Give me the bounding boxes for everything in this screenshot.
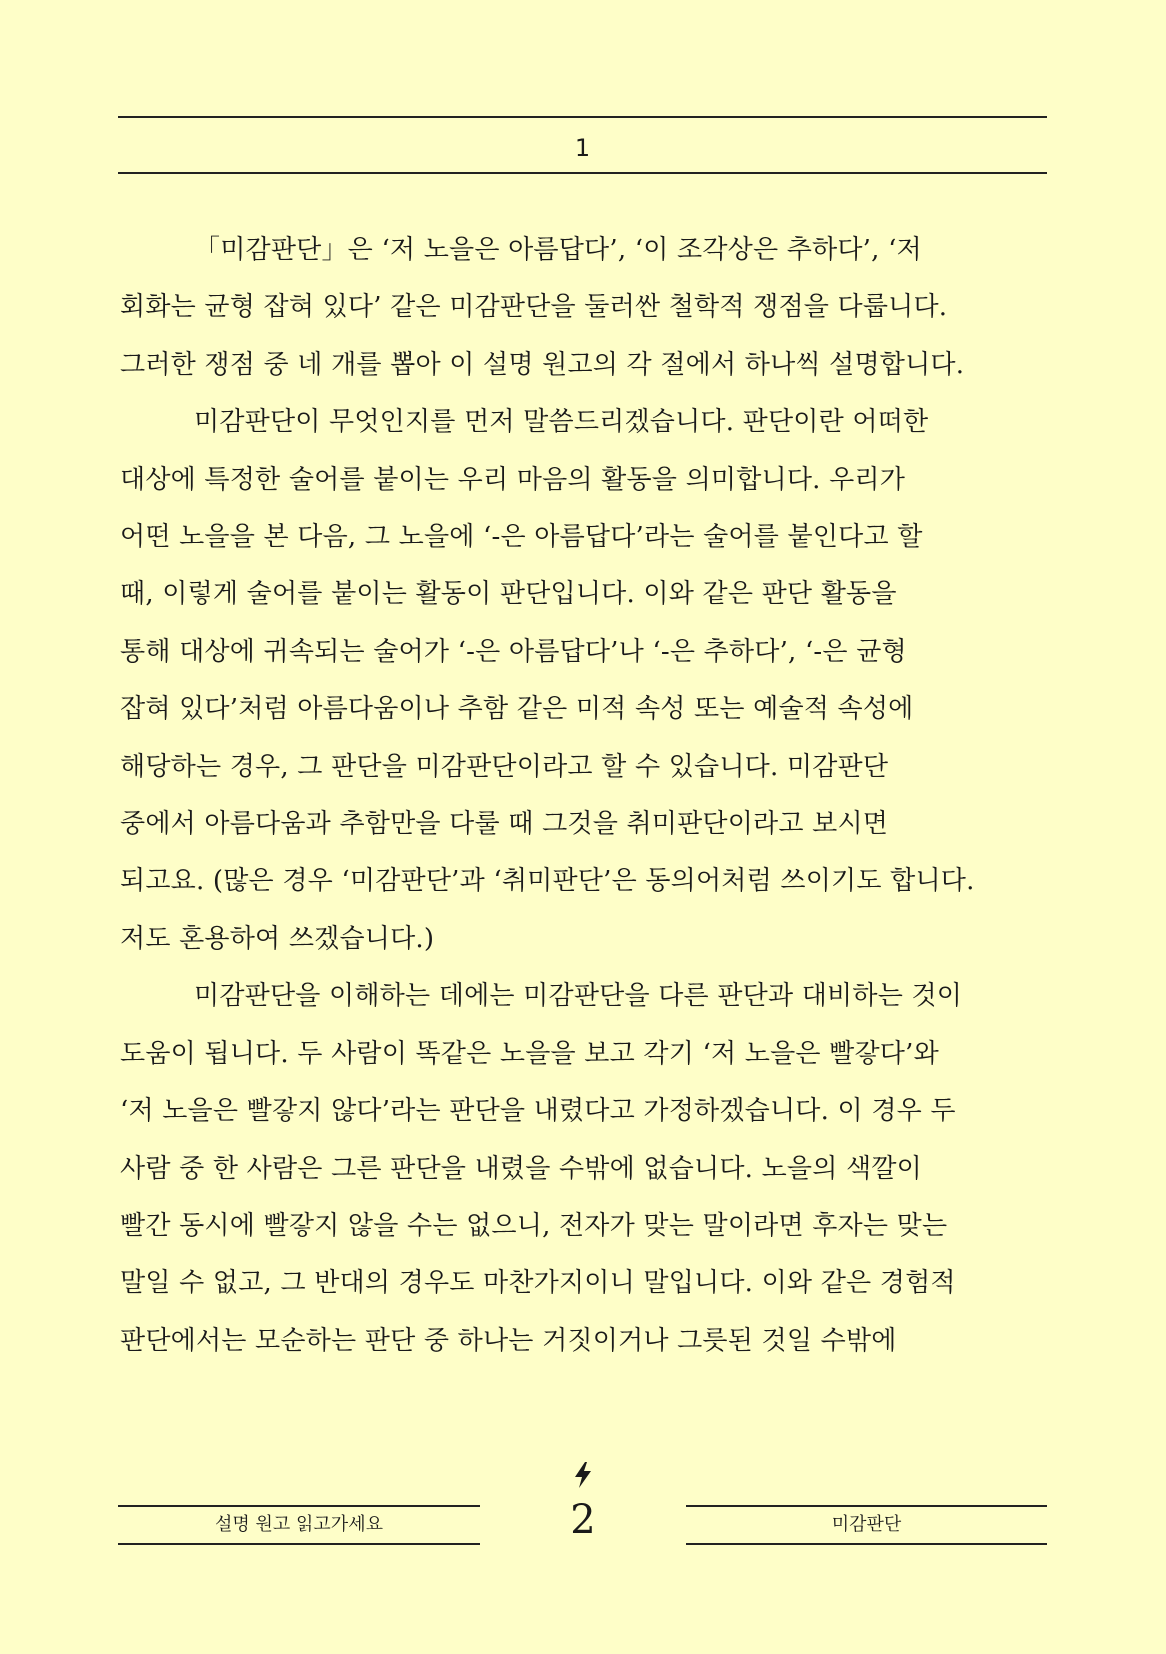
text-line: 그러한 쟁점 중 네 개를 뽑아 이 설명 원고의 각 절에서 하나씩 설명합니다. — [120, 349, 965, 380]
text-line: 어떤 노을을 본 다음, 그 노을에 ‘-은 아름답다’라는 술어를 붙인다고 할 — [120, 522, 923, 553]
lightning-bolt-icon — [572, 1462, 594, 1488]
text-line: 판단에서는 모순하는 판단 중 하나는 거짓이거나 그릇된 것일 수밖에 — [120, 1325, 897, 1356]
text-line: 저도 혼용하여 쓰겠습니다.) — [120, 923, 435, 954]
paragraph — [120, 222, 1050, 394]
header-top-rule — [118, 116, 1047, 118]
text-line: ‘저 노을은 빨갛지 않다’라는 판단을 내렸다고 가정하겠습니다. 이 경우 두 — [120, 1096, 956, 1127]
text-line: 미감판단을 이해하는 데에는 미감판단을 다른 판단과 대비하는 것이 — [194, 981, 963, 1012]
footer-right-top-rule — [686, 1505, 1047, 1507]
section-number: 1 — [574, 134, 591, 162]
text-line: 사람 중 한 사람은 그른 판단을 내렸을 수밖에 없습니다. 노을의 색깔이 — [120, 1153, 922, 1184]
footer-right-label: 미감판단 — [831, 1514, 902, 1535]
text-line: 회화는 균형 잡혀 있다’ 같은 미감판단을 둘러싼 철학적 쟁점을 다룹니다. — [120, 292, 948, 323]
text-line: 빨간 동시에 빨갛지 않을 수는 없으니, 전자가 맞는 말이라면 후자는 맞는 — [120, 1210, 948, 1241]
footer-left-label: 설명 원고 읽고가세요 — [215, 1514, 383, 1535]
text-line: 잡혀 있다’처럼 아름다움이나 추함 같은 미적 속성 또는 예술적 속성에 — [120, 694, 914, 725]
text-line: 말일 수 없고, 그 반대의 경우도 마찬가지이니 말입니다. 이와 같은 경험적 — [120, 1268, 956, 1299]
text-line: 되고요. (많은 경우 ‘미감판단’과 ‘취미판단’은 동의어처럼 쓰이기도 합니다. — [120, 866, 975, 897]
text-line: 해당하는 경우, 그 판단을 미감판단이라고 할 수 있습니다. 미감판단 — [120, 751, 889, 782]
body-text — [120, 222, 1050, 1370]
text-line: 미감판단이 무엇인지를 먼저 말씀드리겠습니다. 판단이란 어떠한 — [194, 407, 929, 438]
footer-left-bottom-rule — [118, 1543, 480, 1545]
paragraph — [120, 394, 1050, 968]
text-line: 통해 대상에 귀속되는 술어가 ‘-은 아름답다’나 ‘-은 추하다’, ‘-은 균형 — [120, 636, 907, 667]
text-line: 중에서 아름다움과 추함만을 다룰 때 그것을 취미판단이라고 보시면 — [120, 809, 889, 840]
text-line: 도움이 됩니다. 두 사람이 똑같은 노을을 보고 각기 ‘저 노을은 빨갛다’와 — [120, 1038, 939, 1069]
footer-left-top-rule — [118, 1505, 480, 1507]
text-line: 때, 이렇게 술어를 붙이는 활동이 판단입니다. 이와 같은 판단 활동을 — [120, 579, 897, 610]
paragraph — [120, 968, 1050, 1370]
text-line: 「미감판단」은 ‘저 노을은 아름답다’, ‘이 조각상은 추하다’, ‘저 — [194, 235, 922, 265]
page-number: 2 — [570, 1497, 596, 1543]
footer-right-bottom-rule — [686, 1543, 1047, 1545]
text-line: 대상에 특정한 술어를 붙이는 우리 마음의 활동을 의미합니다. 우리가 — [120, 464, 906, 495]
header-bottom-rule — [118, 172, 1047, 174]
